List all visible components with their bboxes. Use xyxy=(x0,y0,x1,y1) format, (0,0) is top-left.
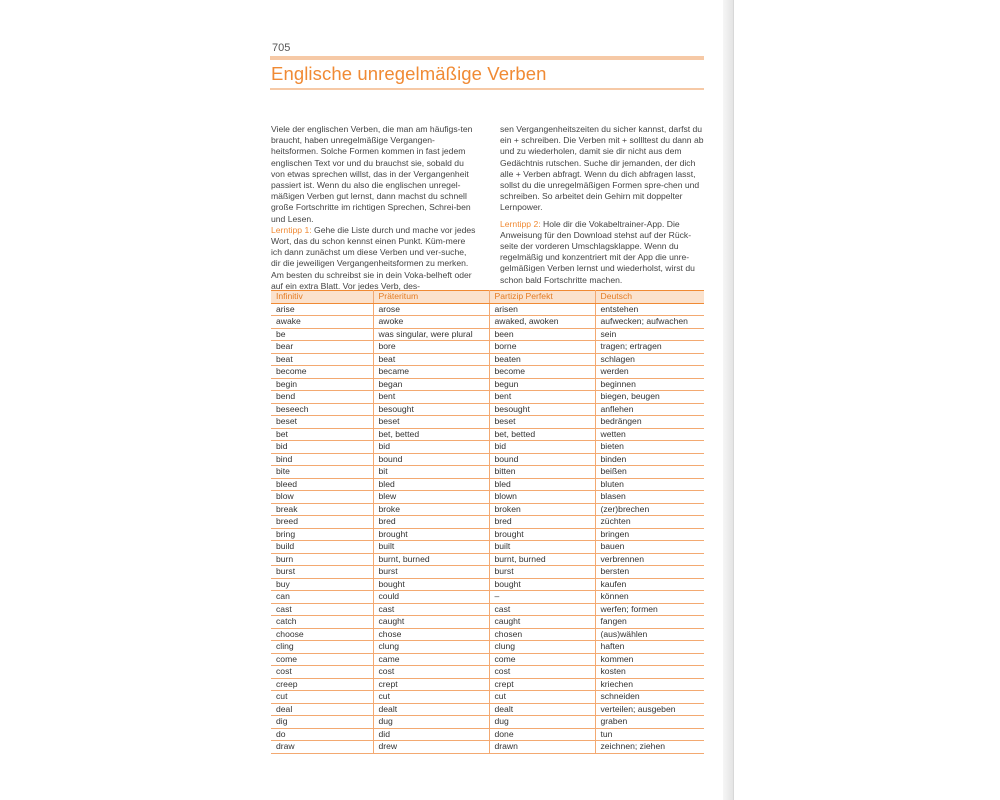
cell-deutsch: bersten xyxy=(595,566,704,579)
header-deutsch: Deutsch xyxy=(595,291,704,304)
cell-praeteritum: caught xyxy=(373,616,489,629)
cell-partizip-perfekt: done xyxy=(489,728,595,741)
cell-infinitiv: deal xyxy=(271,703,373,716)
cell-partizip-perfekt: bound xyxy=(489,453,595,466)
cell-praeteritum: could xyxy=(373,591,489,604)
tip-1-text: Gehe die Liste durch und mache vor jedes Wort, das du schon kennst einen Punkt. Küm-mere ich dann zunächst um diese Verben und ver-suche, dir die jeweiligen Vergangenheitsformen zu merken. Am besten du schreibst sie in dein Voka-belheft oder auf ein extra Blatt. Vor jedes Verb, des- xyxy=(271,224,476,291)
cell-deutsch: bedrängen xyxy=(595,416,704,429)
cell-praeteritum: bid xyxy=(373,441,489,454)
book-gutter-line xyxy=(733,0,734,800)
cell-partizip-perfekt: bitten xyxy=(489,466,595,479)
cell-deutsch: beginnen xyxy=(595,378,704,391)
table-row xyxy=(271,328,704,341)
cell-deutsch: verteilen; ausgeben xyxy=(595,703,704,716)
cell-infinitiv: can xyxy=(271,591,373,604)
cell-praeteritum: besought xyxy=(373,403,489,416)
cell-infinitiv: bear xyxy=(271,341,373,354)
cell-infinitiv: be xyxy=(271,328,373,341)
table-row xyxy=(271,341,704,354)
cell-praeteritum: built xyxy=(373,541,489,554)
cell-praeteritum: chose xyxy=(373,628,489,641)
cell-partizip-perfekt: broken xyxy=(489,503,595,516)
tip-2-paragraph xyxy=(500,219,707,286)
cell-partizip-perfekt: dealt xyxy=(489,703,595,716)
table-row xyxy=(271,591,704,604)
table-row xyxy=(271,703,704,716)
table-row xyxy=(271,316,704,329)
cell-partizip-perfekt: cast xyxy=(489,603,595,616)
tip-2-text: Hole dir die Vokabeltrainer-App. Die Anweisung für den Download stehst auf der Rück-seite der vorderen Umschlagsklappe. Wenn du regelmäßig und konzentriert mit der App die unre-gelmäßigen Verben lernst und wiederholst, wirst du schon bald Fortschritte machen. xyxy=(500,218,695,285)
cell-infinitiv: burn xyxy=(271,553,373,566)
cell-deutsch: bringen xyxy=(595,528,704,541)
cell-praeteritum: cast xyxy=(373,603,489,616)
table-row xyxy=(271,616,704,629)
header-praeteritum: Präteritum xyxy=(373,291,489,304)
cell-praeteritum: cost xyxy=(373,666,489,679)
table-row xyxy=(271,428,704,441)
cell-infinitiv: blow xyxy=(271,491,373,504)
cell-infinitiv: catch xyxy=(271,616,373,629)
cell-praeteritum: bore xyxy=(373,341,489,354)
cell-praeteritum: bit xyxy=(373,466,489,479)
cell-partizip-perfekt: built xyxy=(489,541,595,554)
cell-praeteritum: brought xyxy=(373,528,489,541)
cell-deutsch: kommen xyxy=(595,653,704,666)
cell-partizip-perfekt: been xyxy=(489,328,595,341)
intro-left-column xyxy=(271,124,478,292)
cell-deutsch: graben xyxy=(595,716,704,729)
cell-praeteritum: bound xyxy=(373,453,489,466)
table-row xyxy=(271,578,704,591)
cell-partizip-perfekt: arisen xyxy=(489,303,595,316)
table-row xyxy=(271,366,704,379)
cell-deutsch: haften xyxy=(595,641,704,654)
cell-deutsch: entstehen xyxy=(595,303,704,316)
table-row xyxy=(271,716,704,729)
cell-infinitiv: begin xyxy=(271,378,373,391)
table-row xyxy=(271,441,704,454)
cell-partizip-perfekt: bled xyxy=(489,478,595,491)
cell-praeteritum: bent xyxy=(373,391,489,404)
cell-infinitiv: cost xyxy=(271,666,373,679)
table-body xyxy=(271,303,704,753)
cell-deutsch: können xyxy=(595,591,704,604)
cell-deutsch: bluten xyxy=(595,478,704,491)
cell-deutsch: anflehen xyxy=(595,403,704,416)
title-rule xyxy=(270,88,704,90)
cell-praeteritum: did xyxy=(373,728,489,741)
cell-partizip-perfekt: begun xyxy=(489,378,595,391)
table-row xyxy=(271,666,704,679)
cell-praeteritum: arose xyxy=(373,303,489,316)
tip-2-label: Lerntipp 2: xyxy=(500,218,541,229)
cell-infinitiv: come xyxy=(271,653,373,666)
cell-infinitiv: draw xyxy=(271,741,373,754)
cell-infinitiv: burst xyxy=(271,566,373,579)
table-row xyxy=(271,528,704,541)
cell-praeteritum: awoke xyxy=(373,316,489,329)
cell-praeteritum: burst xyxy=(373,566,489,579)
cell-praeteritum: drew xyxy=(373,741,489,754)
cell-infinitiv: dig xyxy=(271,716,373,729)
cell-infinitiv: cast xyxy=(271,603,373,616)
table-row xyxy=(271,678,704,691)
cell-infinitiv: do xyxy=(271,728,373,741)
cell-partizip-perfekt: become xyxy=(489,366,595,379)
irregular-verbs-table xyxy=(271,290,704,754)
cell-deutsch: kosten xyxy=(595,666,704,679)
cell-partizip-perfekt: bent xyxy=(489,391,595,404)
cell-partizip-perfekt: come xyxy=(489,653,595,666)
cell-partizip-perfekt: beaten xyxy=(489,353,595,366)
cell-infinitiv: become xyxy=(271,366,373,379)
cell-partizip-perfekt: clung xyxy=(489,641,595,654)
cell-infinitiv: bring xyxy=(271,528,373,541)
cell-deutsch: werden xyxy=(595,366,704,379)
intro-paragraph: Viele der englischen Verben, die man am häufigs-ten braucht, haben unregelmäßige Vergangen-heitsformen. Solche Formen kommen in fast jedem englischen Text vor und du brauchst sie, sobald du von etwas sprechen willst, das in der Vergangenheit passiert ist. Wenn du also die englischen unregel-mäßigen Verben gut lernst, dann machst du schnell große Fortschritte im richtigen Sprechen, Schrei-ben und Lesen. xyxy=(271,124,473,224)
tip-1-label: Lerntipp 1: xyxy=(271,224,312,235)
page-title: Englische unregelmäßige Verben xyxy=(271,63,547,84)
cell-deutsch: züchten xyxy=(595,516,704,529)
cell-praeteritum: dealt xyxy=(373,703,489,716)
table-row xyxy=(271,653,704,666)
cell-partizip-perfekt: beset xyxy=(489,416,595,429)
cell-infinitiv: buy xyxy=(271,578,373,591)
cell-partizip-perfekt: – xyxy=(489,591,595,604)
cell-deutsch: (aus)wählen xyxy=(595,628,704,641)
cell-partizip-perfekt: burst xyxy=(489,566,595,579)
header-infinitiv: Infinitiv xyxy=(271,291,373,304)
table-row xyxy=(271,603,704,616)
cell-praeteritum: crept xyxy=(373,678,489,691)
cell-partizip-perfekt: caught xyxy=(489,616,595,629)
cell-praeteritum: beat xyxy=(373,353,489,366)
table-row xyxy=(271,628,704,641)
cell-infinitiv: bid xyxy=(271,441,373,454)
cell-partizip-perfekt: burnt, burned xyxy=(489,553,595,566)
cell-infinitiv: breed xyxy=(271,516,373,529)
cell-praeteritum: was singular, were plural xyxy=(373,328,489,341)
table-row xyxy=(271,516,704,529)
cell-infinitiv: break xyxy=(271,503,373,516)
table-row xyxy=(271,416,704,429)
cell-praeteritum: beset xyxy=(373,416,489,429)
cell-infinitiv: beset xyxy=(271,416,373,429)
header-rule xyxy=(270,56,704,60)
cell-deutsch: sein xyxy=(595,328,704,341)
table-row xyxy=(271,353,704,366)
cell-infinitiv: bet xyxy=(271,428,373,441)
table-row xyxy=(271,391,704,404)
cell-partizip-perfekt: crept xyxy=(489,678,595,691)
cell-infinitiv: bite xyxy=(271,466,373,479)
cell-deutsch: verbrennen xyxy=(595,553,704,566)
table-row xyxy=(271,553,704,566)
tip-1-paragraph xyxy=(271,225,478,292)
header-partizip-perfekt: Partizip Perfekt xyxy=(489,291,595,304)
cell-praeteritum: bought xyxy=(373,578,489,591)
cell-deutsch: bauen xyxy=(595,541,704,554)
table-row xyxy=(271,691,704,704)
cell-partizip-perfekt: bet, betted xyxy=(489,428,595,441)
cell-infinitiv: arise xyxy=(271,303,373,316)
table-row xyxy=(271,566,704,579)
cell-deutsch: tun xyxy=(595,728,704,741)
cell-praeteritum: blew xyxy=(373,491,489,504)
cell-partizip-perfekt: drawn xyxy=(489,741,595,754)
cell-deutsch: bieten xyxy=(595,441,704,454)
table-row xyxy=(271,503,704,516)
cell-partizip-perfekt: bred xyxy=(489,516,595,529)
cell-partizip-perfekt: awaked, awoken xyxy=(489,316,595,329)
table-row xyxy=(271,641,704,654)
cell-infinitiv: beat xyxy=(271,353,373,366)
cell-praeteritum: began xyxy=(373,378,489,391)
cell-infinitiv: cut xyxy=(271,691,373,704)
cell-partizip-perfekt: dug xyxy=(489,716,595,729)
cell-infinitiv: beseech xyxy=(271,403,373,416)
cell-deutsch: blasen xyxy=(595,491,704,504)
cell-infinitiv: bind xyxy=(271,453,373,466)
cell-deutsch: kaufen xyxy=(595,578,704,591)
cell-deutsch: schneiden xyxy=(595,691,704,704)
cell-praeteritum: dug xyxy=(373,716,489,729)
cell-deutsch: wetten xyxy=(595,428,704,441)
cell-partizip-perfekt: borne xyxy=(489,341,595,354)
cell-praeteritum: clung xyxy=(373,641,489,654)
cell-praeteritum: burnt, burned xyxy=(373,553,489,566)
cell-infinitiv: build xyxy=(271,541,373,554)
table-row xyxy=(271,378,704,391)
cell-deutsch: zeichnen; ziehen xyxy=(595,741,704,754)
cell-deutsch: kriechen xyxy=(595,678,704,691)
table-row xyxy=(271,491,704,504)
book-gutter-edge xyxy=(723,0,733,800)
cell-praeteritum: broke xyxy=(373,503,489,516)
cell-deutsch: schlagen xyxy=(595,353,704,366)
table-row xyxy=(271,728,704,741)
cell-partizip-perfekt: blown xyxy=(489,491,595,504)
table-row xyxy=(271,453,704,466)
table-row xyxy=(271,303,704,316)
cell-partizip-perfekt: bought xyxy=(489,578,595,591)
table-header-row xyxy=(271,291,704,304)
cell-deutsch: biegen, beugen xyxy=(595,391,704,404)
cell-deutsch: binden xyxy=(595,453,704,466)
cell-deutsch: (zer)brechen xyxy=(595,503,704,516)
cell-infinitiv: bleed xyxy=(271,478,373,491)
page-number: 705 xyxy=(272,42,291,54)
table-row xyxy=(271,541,704,554)
cell-praeteritum: bred xyxy=(373,516,489,529)
cell-partizip-perfekt: cost xyxy=(489,666,595,679)
cell-deutsch: fangen xyxy=(595,616,704,629)
cell-praeteritum: came xyxy=(373,653,489,666)
table-row xyxy=(271,466,704,479)
cell-partizip-perfekt: chosen xyxy=(489,628,595,641)
cell-praeteritum: became xyxy=(373,366,489,379)
cell-partizip-perfekt: brought xyxy=(489,528,595,541)
cell-partizip-perfekt: besought xyxy=(489,403,595,416)
cell-deutsch: werfen; formen xyxy=(595,603,704,616)
cell-infinitiv: creep xyxy=(271,678,373,691)
cell-infinitiv: bend xyxy=(271,391,373,404)
cell-praeteritum: cut xyxy=(373,691,489,704)
cell-deutsch: beißen xyxy=(595,466,704,479)
cell-praeteritum: bet, betted xyxy=(373,428,489,441)
intro-right-column xyxy=(500,124,707,286)
table-row xyxy=(271,478,704,491)
cell-partizip-perfekt: cut xyxy=(489,691,595,704)
cell-infinitiv: choose xyxy=(271,628,373,641)
table-row xyxy=(271,403,704,416)
cell-partizip-perfekt: bid xyxy=(489,441,595,454)
intro-continuation-paragraph: sen Vergangenheitszeiten du sicher kannst, darfst du ein + schreiben. Die Verben mit + sollltest du dann ab und zu wiederholen, damit sie dir nicht aus dem Gedächtnis rutschen. Suche dir jemanden, der dich alle + Verben abfragt. Wenn du dich abfragen lasst, sollst du die unregelmäßigen Formen spre-chen und schreiben. So arbeitet dein Gehirn mit doppelter Lernpower. xyxy=(500,124,704,213)
table-row xyxy=(271,741,704,754)
cell-infinitiv: awake xyxy=(271,316,373,329)
cell-deutsch: aufwecken; aufwachen xyxy=(595,316,704,329)
cell-praeteritum: bled xyxy=(373,478,489,491)
cell-deutsch: tragen; ertragen xyxy=(595,341,704,354)
cell-infinitiv: cling xyxy=(271,641,373,654)
